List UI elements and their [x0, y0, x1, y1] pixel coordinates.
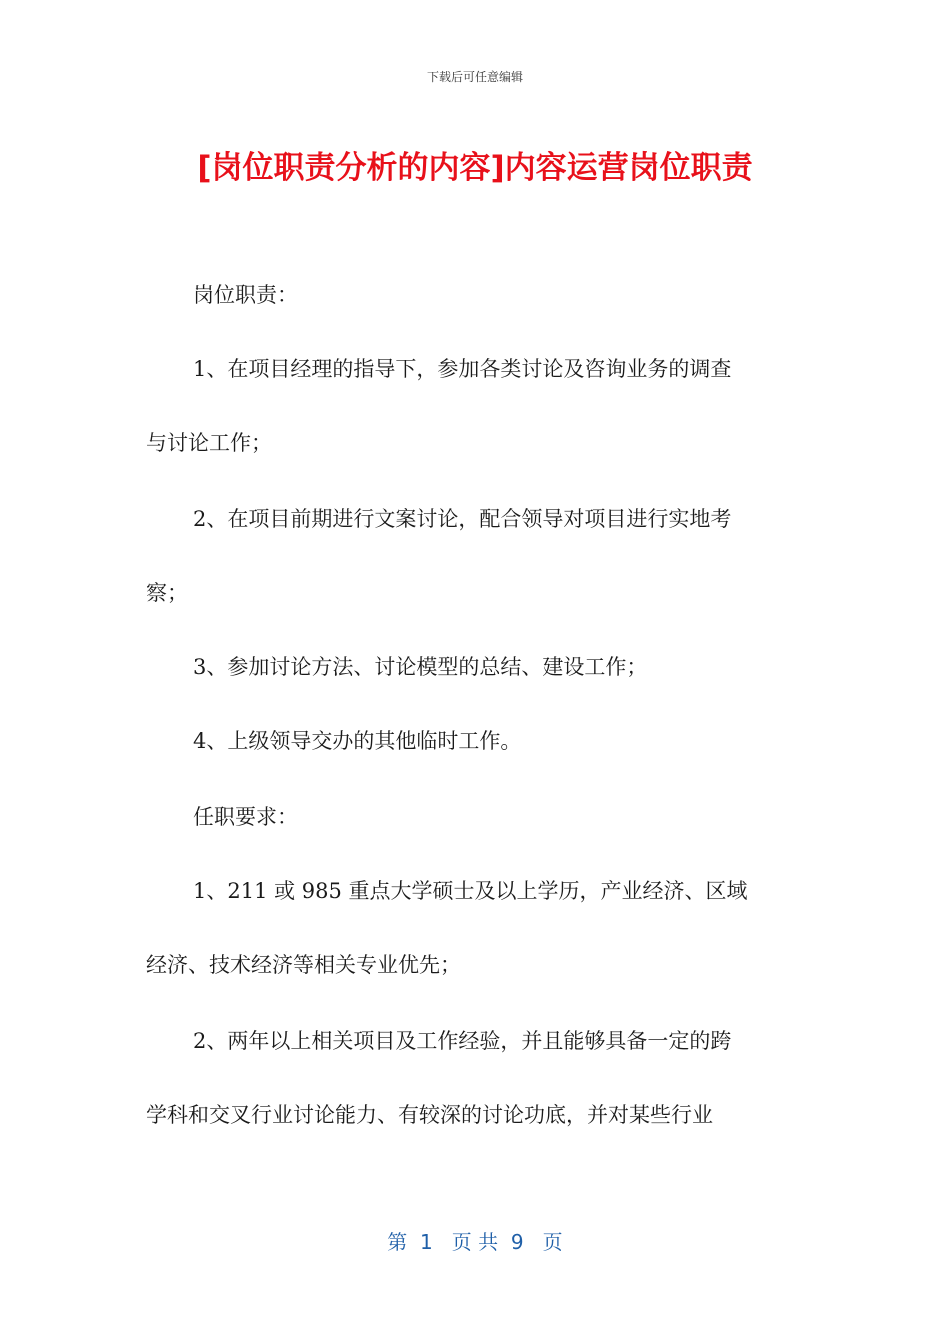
page-header-note: 下载后可任意编辑: [426, 70, 523, 84]
section-heading-duties: 岗位职责：: [193, 283, 298, 307]
paragraph-line: 察；: [146, 581, 188, 605]
paragraph-line: 3、参加讨论方法、讨论模型的总结、建设工作；: [193, 655, 648, 679]
paragraph-line: 与讨论工作；: [146, 431, 272, 455]
page-number-footer: 第 1 页 共 9 页: [387, 1230, 563, 1254]
paragraph-line: 2、在项目前期进行文案讨论，配合领导对项目进行实地考: [193, 507, 732, 531]
paragraph-line: 2、两年以上相关项目及工作经验，并且能够具备一定的跨: [193, 1029, 732, 1053]
section-heading-requirements: 任职要求：: [193, 805, 298, 829]
document-title: [岗位职责分析的内容]内容运营岗位职责: [197, 150, 753, 186]
paragraph-line: 1、211 或 985 重点大学硕士及以上学历，产业经济、区域: [193, 879, 748, 903]
paragraph-line: 4、上级领导交办的其他临时工作。: [193, 729, 522, 753]
paragraph-line: 学科和交叉行业讨论能力、有较深的讨论功底，并对某些行业: [146, 1103, 713, 1127]
paragraph-line: 经济、技术经济等相关专业优先；: [146, 953, 461, 977]
paragraph-line: 1、在项目经理的指导下，参加各类讨论及咨询业务的调查: [193, 357, 732, 381]
